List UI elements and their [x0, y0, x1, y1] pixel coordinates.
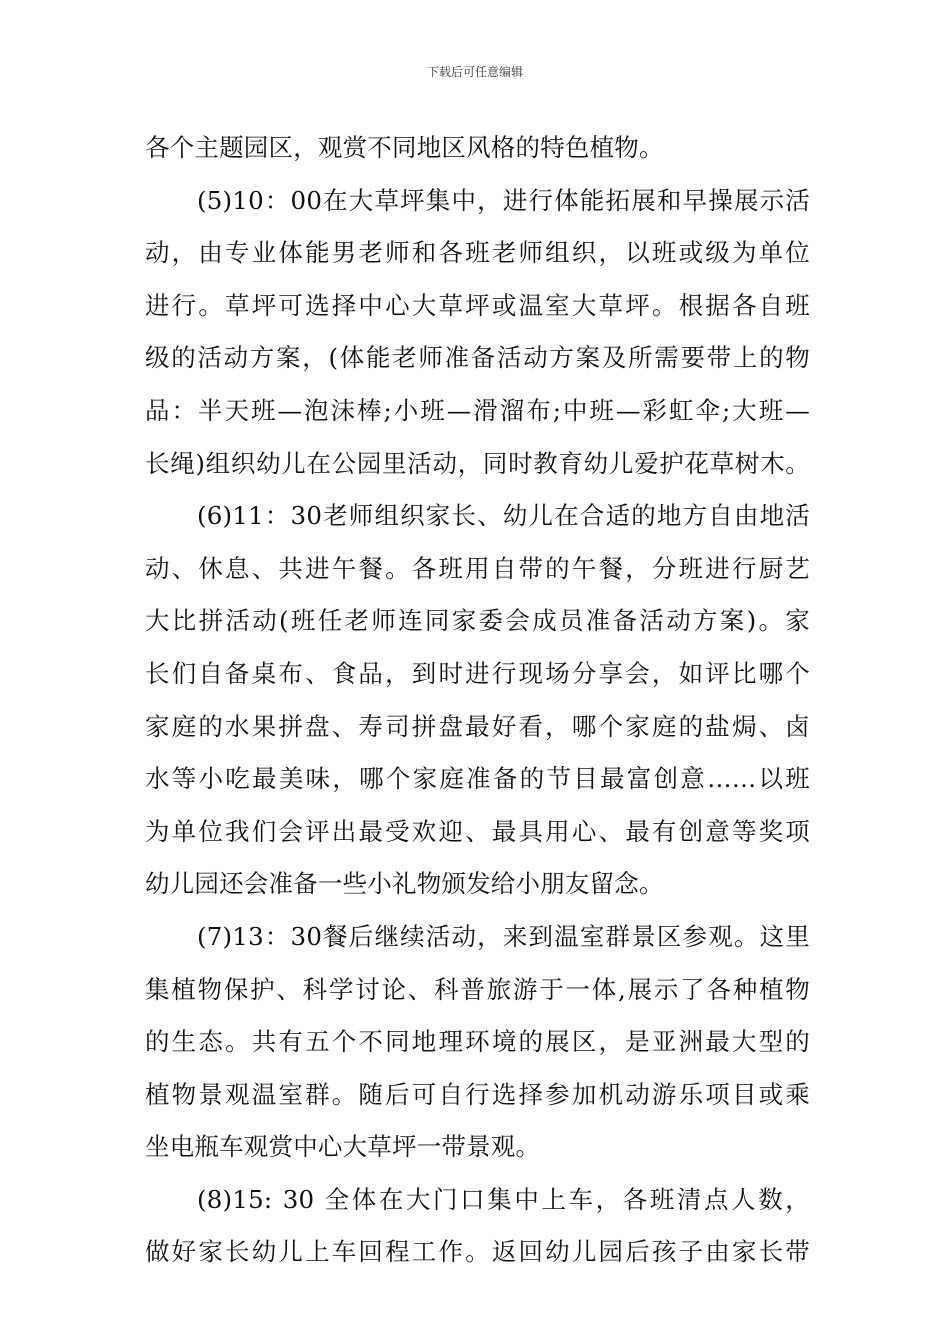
text-line: 坐电瓶车观赏中心大草坪一带景观。	[145, 1132, 541, 1162]
paragraph-5-line: (5)10：00在大草坪集中，进行体能拓展和早操展示活	[197, 185, 810, 215]
text-line: 大比拼活动(班任老师连同家委会成员准备活动方案)。家	[145, 606, 810, 636]
text-line: 进行。草坪可选择中心大草坪或温室大草坪。根据各自班	[145, 290, 810, 320]
paragraph-7-line: (7)13：30餐后继续活动，来到温室群景区参观。这里	[197, 921, 810, 951]
document-body	[145, 128, 810, 1285]
text-line: 做好家长幼儿上车回程工作。返回幼儿园后孩子由家长带	[145, 1237, 810, 1267]
text-line: 为单位我们会评出最受欢迎、最具用心、最有创意等奖项	[145, 816, 810, 846]
text-line: 集植物保护、科学讨论、科普旅游于一体,展示了各种植物	[145, 974, 810, 1004]
paragraph-8-line: (8)15: 30 全体在大门口集中上车，各班清点人数，	[197, 1184, 810, 1214]
text-line: 水等小吃最美味，哪个家庭准备的节目最富创意……以班	[145, 764, 810, 794]
text-line: 级的活动方案，(体能老师准备活动方案及所需要带上的物	[145, 343, 810, 373]
text-line: 品：半天班—泡沫棒;小班—滑溜布;中班—彩虹伞;大班—	[145, 395, 810, 425]
text-line: 植物景观温室群。随后可自行选择参加机动游乐项目或乘	[145, 1079, 810, 1109]
text-line: 幼儿园还会准备一些小礼物颁发给小朋友留念。	[145, 869, 664, 899]
text-line: 动，由专业体能男老师和各班老师组织，以班或级为单位	[145, 238, 810, 268]
text-line: 长们自备桌布、食品，到时进行现场分享会，如评比哪个	[145, 658, 810, 688]
text-line: 长绳)组织幼儿在公园里活动，同时教育幼儿爱护花草树木。	[145, 448, 810, 478]
page-header: 下载后可任意编辑	[426, 65, 523, 79]
text-line: 动、休息、共进午餐。各班用自带的午餐，分班进行厨艺	[145, 553, 810, 583]
text-line: 各个主题园区，观赏不同地区风格的特色植物。	[145, 133, 664, 162]
text-line: 的生态。共有五个不同地理环境的展区，是亚洲最大型的	[145, 1027, 810, 1057]
paragraph-6-line: (6)11：30老师组织家长、幼儿在合适的地方自由地活	[197, 501, 810, 531]
text-line: 家庭的水果拼盘、寿司拼盘最好看，哪个家庭的盐焗、卤	[145, 711, 810, 741]
